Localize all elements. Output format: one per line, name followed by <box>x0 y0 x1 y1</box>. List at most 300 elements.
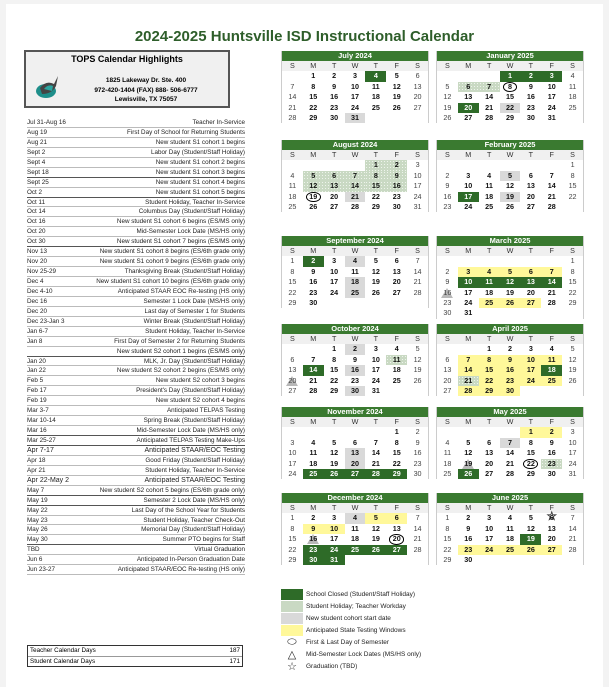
day-cell: 12 <box>505 181 514 191</box>
day-cell: 26 <box>505 201 514 211</box>
day-cell: 29 <box>288 297 297 307</box>
day-cell: 16 <box>526 92 535 102</box>
empty-cell <box>437 256 458 266</box>
weekday-header: M <box>458 246 479 256</box>
empty-cell <box>303 160 324 170</box>
day-cell: 10 <box>330 266 339 276</box>
day-cell: 12 <box>371 523 380 533</box>
day-cell: 19 <box>458 459 479 469</box>
event-row <box>27 148 245 158</box>
event-description: New student S1 cohort 4 begins <box>155 178 245 186</box>
day-cell: 16 <box>309 277 318 287</box>
day-cell: 10 <box>547 81 556 91</box>
event-row <box>27 366 245 376</box>
day-cell: 17 <box>330 277 339 287</box>
legend-label: New student cohort start date <box>306 614 391 622</box>
day-cell: 24 <box>324 545 345 555</box>
day-cell: 17 <box>330 534 339 544</box>
day-cell: 14 <box>371 448 380 458</box>
day-cell: 22 <box>288 544 297 554</box>
weekday-header: T <box>324 334 345 344</box>
day-cell: 28 <box>309 385 318 395</box>
events-list <box>27 118 245 575</box>
event-date: Oct 11 <box>27 198 46 206</box>
event-row <box>27 456 245 466</box>
event-description: New student S2 cohort 4 begins <box>155 397 245 405</box>
day-cell: 24 <box>547 102 556 112</box>
day-cell: 16 <box>500 365 521 375</box>
day-cell: 12 <box>303 181 324 191</box>
weekday-header: M <box>458 61 479 71</box>
event-date: Jan 20 <box>27 357 46 365</box>
day-cell: 30 <box>413 468 422 478</box>
day-cell: 2 <box>507 344 512 354</box>
day-cell: 11 <box>386 355 407 365</box>
day-cell: 29 <box>479 386 500 396</box>
empty-cell <box>437 160 458 170</box>
day-cell: 20 <box>547 534 556 544</box>
day-cell: 26 <box>413 375 422 385</box>
day-cell: 12 <box>413 354 422 364</box>
day-cell: 19 <box>371 534 380 544</box>
day-cell: 24 <box>464 201 473 211</box>
weekday-header: M <box>303 334 324 344</box>
weekday-header: F <box>541 246 562 256</box>
event-date: Dec 4-10 <box>27 287 53 295</box>
day-cell: 27 <box>520 298 541 308</box>
day-cell: 27 <box>330 201 339 211</box>
empty-cell <box>500 427 521 437</box>
month-calendar <box>281 51 429 123</box>
event-row <box>27 227 245 237</box>
month-header: September 2024 <box>282 236 428 246</box>
month-grid <box>437 503 583 565</box>
day-cell: 28 <box>547 201 556 211</box>
weekday-header: T <box>365 246 386 256</box>
day-cell: 5 <box>528 513 533 523</box>
day-cell: 23 <box>413 458 422 468</box>
day-cell: 3 <box>373 344 378 354</box>
event-date: Feb 19 <box>27 397 47 405</box>
day-cell: 20 <box>330 191 339 201</box>
weekday-header: T <box>365 503 386 513</box>
event-row <box>27 128 245 138</box>
weekday-header: F <box>386 150 407 160</box>
empty-cell <box>458 256 479 266</box>
phone-line: 972-420-1404 (FAX) 888- 506-6777 <box>94 86 198 94</box>
empty-cell <box>282 160 303 170</box>
day-cell: 2 <box>332 71 337 81</box>
day-cell: 30 <box>309 297 318 307</box>
weekday-header: S <box>437 61 458 71</box>
day-cell: 7 <box>458 355 479 365</box>
event-description: Anticipated STAAR EOC Re-testing (HS only) <box>117 287 245 295</box>
weekday-header: T <box>324 61 345 71</box>
event-description: New student S2 cohort 5 begins (ES/6th grade only) <box>99 486 245 494</box>
day-cell: 4 <box>445 437 450 447</box>
day-cell: 23 <box>443 297 452 307</box>
day-cell: 25 <box>345 545 366 555</box>
legend-label: School Closed (Student/Staff Holiday) <box>306 590 415 598</box>
day-cell: 2 <box>445 170 450 180</box>
day-cell: 29 <box>568 297 577 307</box>
day-cell: 2 <box>345 344 366 354</box>
day-cell: 26 <box>500 298 521 308</box>
event-description: Mid-Semester Lock Date (MS/HS only) <box>136 228 245 236</box>
event-row <box>27 317 245 327</box>
day-cell: 25 <box>288 201 297 211</box>
day-cell: 11 <box>443 448 452 458</box>
event-description: Anticipated STAAR/EOC Testing <box>144 446 245 454</box>
event-description: Spring Break (Student/Staff Holiday) <box>143 417 245 425</box>
day-cell: 25 <box>568 102 577 112</box>
event-row <box>27 496 245 506</box>
day-cell: 15 <box>568 277 577 287</box>
day-cell: 10 <box>350 81 359 91</box>
day-cell: 14 <box>568 523 577 533</box>
day-cell: 30 <box>303 555 324 565</box>
event-description: Last day of Semester 1 for Students <box>144 307 245 315</box>
calendar-day-counts <box>27 645 243 667</box>
event-row <box>27 168 245 178</box>
day-cell: 27 <box>413 102 422 112</box>
weekday-header: S <box>562 150 583 160</box>
empty-cell <box>479 71 500 81</box>
day-cell: 1 <box>394 427 399 437</box>
student-days-label: Student Calendar Days <box>30 658 96 665</box>
day-cell: 23 <box>541 459 562 469</box>
star-icon: ☆ <box>287 660 297 673</box>
day-cell: 24 <box>330 287 339 297</box>
day-cell: 4 <box>365 71 386 81</box>
event-row <box>27 178 245 188</box>
day-cell: 5 <box>570 344 575 354</box>
day-cell: 31 <box>324 555 345 565</box>
event-date: Oct 2 <box>27 188 43 196</box>
event-row <box>27 416 245 426</box>
weekday-header: S <box>437 417 458 427</box>
event-description: Student Holiday, Teacher Check-Out <box>143 516 245 524</box>
month-grid <box>282 150 428 212</box>
weekday-header: S <box>562 417 583 427</box>
event-description: New student S1 cohort 1 begins <box>155 138 245 146</box>
event-date: Sept 4 <box>27 158 46 166</box>
day-cell: 7 <box>549 170 554 180</box>
day-cell: 14 <box>413 266 422 276</box>
day-cell: 8 <box>365 171 386 181</box>
weekday-header: F <box>541 503 562 513</box>
empty-cell <box>437 344 458 354</box>
legend-item <box>281 636 421 648</box>
day-cell: 11 <box>485 181 493 191</box>
day-cell: 4 <box>394 344 399 354</box>
day-cell: 13 <box>288 365 297 375</box>
day-cell: 12 <box>443 92 452 102</box>
event-description: Mid-Semester Lock Date (MS/HS only) <box>136 427 245 435</box>
day-cell: 24 <box>568 458 577 468</box>
day-cell: 3 <box>541 71 562 81</box>
day-cell: 12 <box>371 266 380 276</box>
event-date: Mar 16 <box>27 427 47 435</box>
event-row <box>27 207 245 217</box>
day-cell: 14 <box>345 181 366 191</box>
day-cell: 9 <box>445 277 450 287</box>
day-cell: 23 <box>500 376 521 386</box>
day-cell: 11 <box>351 266 359 276</box>
event-date: Jun 23-27 <box>27 566 56 574</box>
triangle-icon: △ <box>287 648 297 661</box>
event-description: New student S1 cohort 9 begins (ES/6th grade only) <box>99 258 245 266</box>
day-cell: 26 <box>365 545 386 555</box>
event-description: Memorial Day (Student/Staff Holiday) <box>141 526 245 534</box>
day-cell: 8 <box>528 437 533 447</box>
event-description: New student S1 cohort 3 begins <box>155 168 245 176</box>
month-grid <box>437 334 583 396</box>
day-cell: 24 <box>479 545 500 555</box>
day-cell: 29 <box>309 112 318 122</box>
month-header: November 2024 <box>282 407 428 417</box>
event-date: Dec 16 <box>27 297 47 305</box>
event-row <box>27 396 245 406</box>
day-cell: 10 <box>413 170 422 180</box>
weekday-header: M <box>303 61 324 71</box>
weekday-header: M <box>303 503 324 513</box>
day-cell: 18 <box>392 365 401 375</box>
day-cell: 9 <box>386 171 407 181</box>
empty-cell <box>541 160 562 170</box>
event-description: Student Holiday, Teacher In-Service <box>145 327 245 335</box>
day-cell: 13 <box>547 523 556 533</box>
event-row <box>27 406 245 416</box>
event-date: Jun 6 <box>27 556 43 564</box>
empty-cell <box>345 160 366 170</box>
event-row <box>27 555 245 565</box>
day-cell: 4 <box>290 170 295 180</box>
event-row <box>27 426 245 436</box>
event-date: Jul 31-Aug 16 <box>27 119 66 126</box>
event-row <box>27 386 245 396</box>
day-cell: 6 <box>394 256 399 266</box>
day-cell: 13 <box>526 181 535 191</box>
weekday-header: F <box>386 417 407 427</box>
day-cell: 1 <box>570 160 575 170</box>
day-cell: 16 <box>443 191 452 201</box>
day-cell: 13 <box>520 277 541 287</box>
empty-cell <box>437 71 458 81</box>
day-cell: 1 <box>500 71 521 81</box>
day-cell: 28 <box>505 468 514 478</box>
weekday-header: S <box>407 61 428 71</box>
event-date: Sept 25 <box>27 178 49 186</box>
day-cell: 1 <box>332 344 337 354</box>
day-cell: 19 <box>303 192 324 202</box>
month-header: January 2025 <box>437 51 583 61</box>
month-grid <box>437 61 583 123</box>
day-cell: 25 <box>500 545 521 555</box>
day-cell: 28 <box>547 297 556 307</box>
day-cell: 15 <box>288 277 297 287</box>
day-cell: 8 <box>479 355 500 365</box>
weekday-header: T <box>324 417 345 427</box>
day-cell: 5 <box>394 71 399 81</box>
day-cell: 21 <box>505 458 514 468</box>
weekday-header: F <box>541 417 562 427</box>
empty-cell <box>345 427 366 437</box>
month-header: June 2025 <box>437 493 583 503</box>
weekday-header: T <box>520 61 541 71</box>
day-cell: 15 <box>443 534 452 544</box>
day-cell: 29 <box>330 385 339 395</box>
day-cell: 15 <box>365 181 386 191</box>
weekday-header: F <box>541 61 562 71</box>
day-cell: 2 <box>415 427 420 437</box>
event-row <box>27 257 245 267</box>
day-cell: 12 <box>330 448 339 458</box>
day-cell: 7 <box>415 256 420 266</box>
day-cell: 30 <box>500 386 521 396</box>
event-date: May 30 <box>27 536 48 544</box>
weekday-header: W <box>500 334 521 344</box>
day-cell: 6 <box>324 171 345 181</box>
event-row <box>27 138 245 148</box>
month-grid <box>282 246 428 308</box>
teacher-days-label: Teacher Calendar Days <box>30 647 96 654</box>
day-cell: 17 <box>568 448 577 458</box>
day-cell: 25 <box>479 298 500 308</box>
day-cell: 20 <box>526 287 535 297</box>
day-cell: 29 <box>443 554 452 564</box>
day-cell: 7 <box>541 267 562 277</box>
day-cell: 19 <box>443 102 452 112</box>
day-cell: 17 <box>520 365 541 375</box>
event-row <box>27 535 245 545</box>
event-row <box>27 247 245 257</box>
event-description: New student S1 cohort 10 begins (ES/6th grade only) <box>96 278 245 285</box>
empty-cell <box>458 344 479 354</box>
weekday-header: W <box>500 503 521 513</box>
month-grid <box>282 61 428 123</box>
day-cell: 27 <box>464 112 473 122</box>
day-cell: 23 <box>303 545 324 555</box>
logo-icon <box>34 74 62 100</box>
event-date: May 23 <box>27 516 48 524</box>
event-date: Nov 13 <box>27 248 47 256</box>
day-cell: 30 <box>464 554 473 564</box>
day-cell: 25 <box>303 469 324 479</box>
day-cell: 9 <box>415 437 420 447</box>
day-cell: 11 <box>479 277 500 287</box>
day-cell: 12 <box>526 523 535 533</box>
weekday-header: F <box>386 503 407 513</box>
day-cell: 6 <box>458 82 479 92</box>
day-cell: 20 <box>526 191 535 201</box>
empty-cell <box>365 427 386 437</box>
event-date: May 26 <box>27 526 48 534</box>
weekday-header: T <box>520 417 541 427</box>
day-cell: 16 <box>345 365 366 375</box>
day-cell: 6 <box>290 354 295 364</box>
day-cell: 22 <box>568 287 577 297</box>
day-cell: 17 <box>485 534 494 544</box>
day-cell: 9 <box>445 181 450 191</box>
weekday-header: W <box>500 61 521 71</box>
day-cell: 16 <box>437 288 458 298</box>
empty-cell <box>500 256 521 266</box>
weekday-header: T <box>479 417 500 427</box>
month-header: July 2024 <box>282 51 428 61</box>
day-cell: 8 <box>290 266 295 276</box>
day-cell: 11 <box>372 81 380 91</box>
event-date: Jan 22 <box>27 367 46 375</box>
day-cell: 19 <box>413 365 422 375</box>
empty-cell <box>282 71 303 81</box>
day-cell: 9 <box>528 81 533 91</box>
weekday-header: T <box>479 61 500 71</box>
weekday-header: F <box>386 246 407 256</box>
day-cell: 5 <box>500 267 521 277</box>
day-cell: 27 <box>392 287 401 297</box>
day-cell: 28 <box>458 386 479 396</box>
day-cell: 21 <box>413 534 422 544</box>
day-cell: 6 <box>415 71 420 81</box>
day-cell: 20 <box>392 277 401 287</box>
day-cell: 1 <box>290 513 295 523</box>
weekday-header: M <box>303 417 324 427</box>
day-cell: 19 <box>568 365 577 375</box>
day-cell: 28 <box>485 112 494 122</box>
day-cell: 3 <box>352 71 357 81</box>
weekday-header: M <box>458 334 479 344</box>
day-cell: 3 <box>570 427 575 437</box>
day-cell: 15 <box>505 92 514 102</box>
day-cell: 14 <box>413 523 422 533</box>
day-cell: 22 <box>392 458 401 468</box>
event-description: Anticipated In-Person Graduation Date <box>136 556 245 564</box>
event-description: Winter Break (Student/Staff Holiday) <box>143 317 245 325</box>
day-cell: 7 <box>570 513 575 523</box>
event-date: Jan 6-7 <box>27 327 49 335</box>
weekday-header: T <box>479 334 500 344</box>
empty-cell <box>437 427 458 437</box>
day-cell: 22 <box>520 459 541 469</box>
day-cell: 5 <box>373 256 378 266</box>
day-cell: 14 <box>485 92 494 102</box>
month-header: October 2024 <box>282 324 428 334</box>
day-cell: 28 <box>413 544 422 554</box>
weekday-header: M <box>458 150 479 160</box>
day-cell: 29 <box>505 112 514 122</box>
day-cell: 8 <box>570 266 575 276</box>
day-cell: 26 <box>568 375 577 385</box>
day-cell: 5 <box>303 171 324 181</box>
day-cell: 17 <box>288 458 297 468</box>
page-title: 2024-2025 Huntsville ISD Instructional Calendar <box>134 28 475 45</box>
day-cell: 21 <box>547 191 556 201</box>
event-date: Mar 3-7 <box>27 407 49 415</box>
event-row <box>27 198 245 208</box>
weekday-header: S <box>407 150 428 160</box>
day-cell: 23 <box>443 201 452 211</box>
day-cell: 11 <box>568 81 577 91</box>
event-description: First Day of School for Returning Students <box>127 128 245 136</box>
day-cell: 5 <box>332 437 337 447</box>
event-description: Anticipated TELPAS Testing <box>166 407 245 415</box>
highlights-title: TOPS Calendar Highlights <box>71 54 183 64</box>
day-cell: 17 <box>413 181 422 191</box>
day-cell: 8 <box>394 437 399 447</box>
empty-cell <box>282 427 303 437</box>
event-date: Apr 7-17 <box>27 446 54 454</box>
